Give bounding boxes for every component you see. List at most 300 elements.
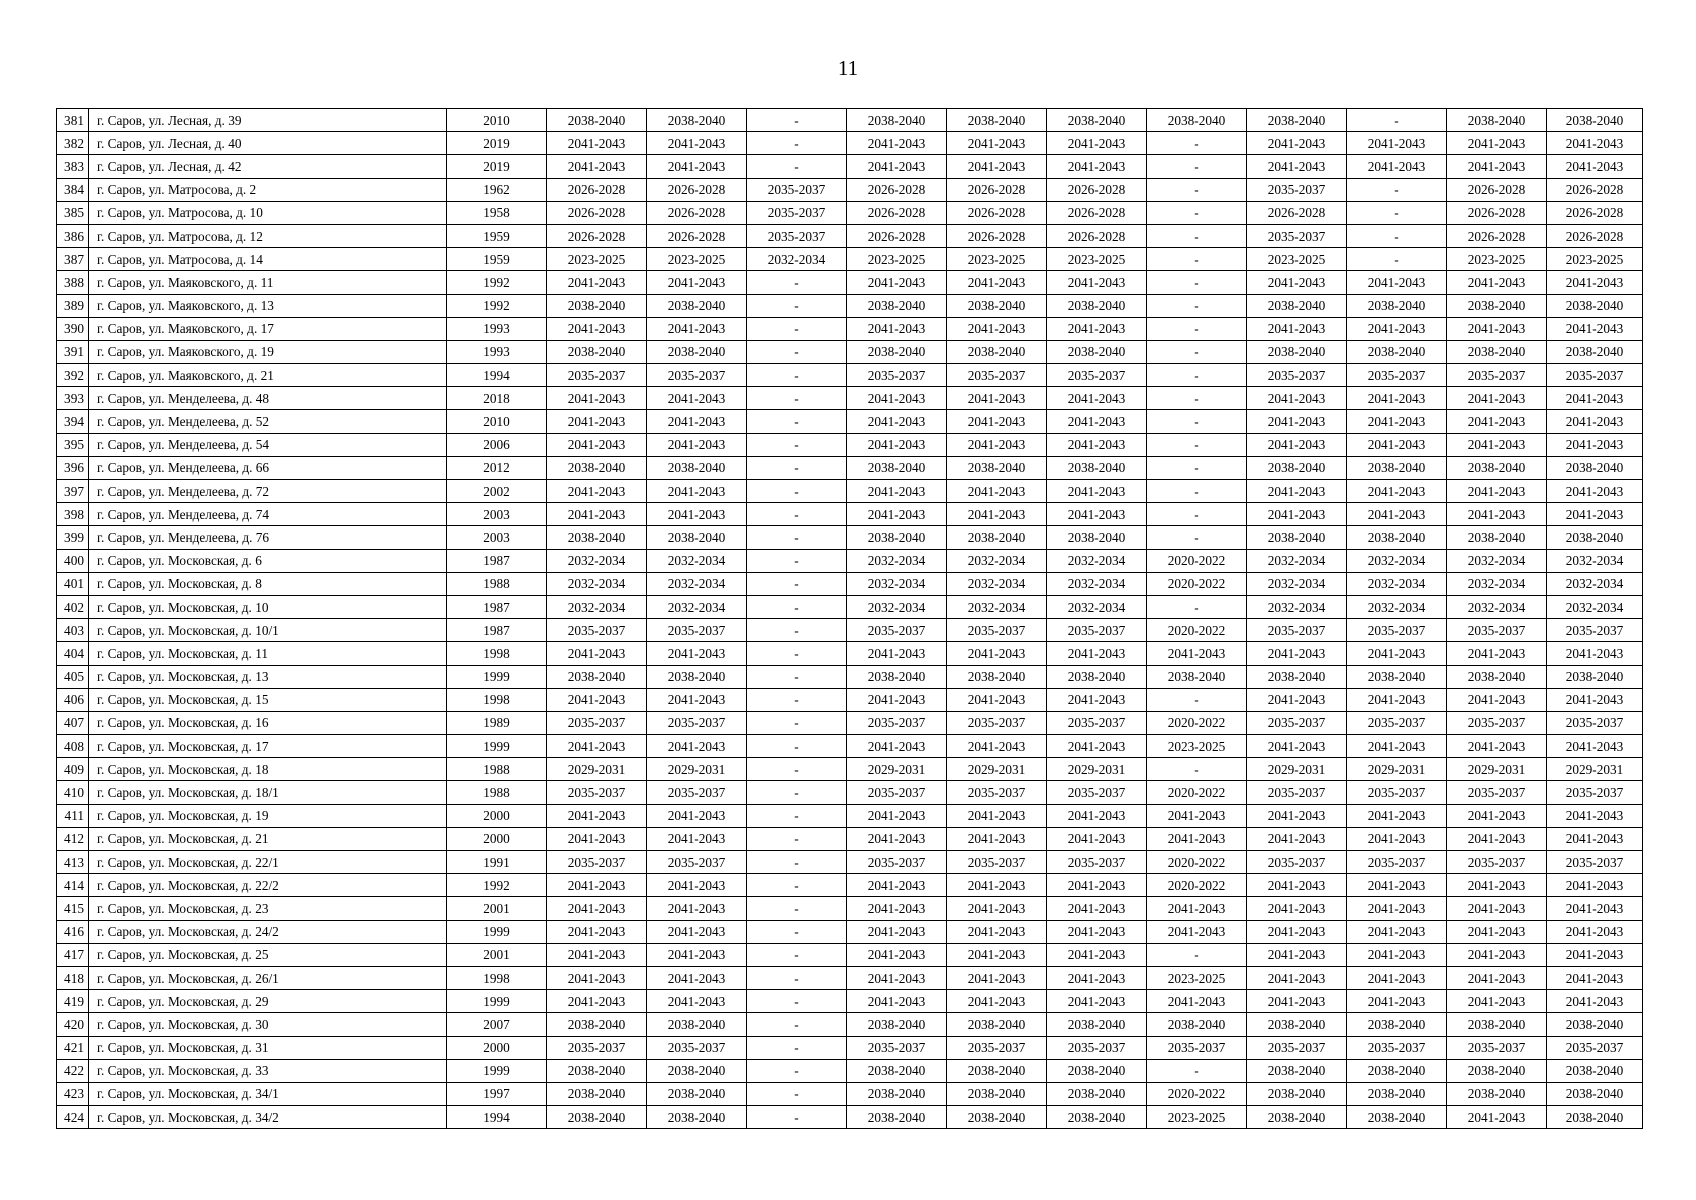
period-3-cell: -: [747, 572, 847, 595]
period-5-cell: 2041-2043: [947, 897, 1047, 920]
period-10-cell: 2035-2037: [1447, 851, 1547, 874]
year-built-cell: 1959: [447, 224, 547, 247]
period-11-cell: 2041-2043: [1547, 804, 1643, 827]
year-built-cell: 1988: [447, 781, 547, 804]
period-5-cell: 2041-2043: [947, 966, 1047, 989]
period-11-cell: 2023-2025: [1547, 248, 1643, 271]
table-row: [57, 966, 1643, 989]
period-11-cell: 2038-2040: [1547, 456, 1643, 479]
period-9-cell: 2041-2043: [1347, 966, 1447, 989]
period-9-cell: 2041-2043: [1347, 735, 1447, 758]
period-8-cell: 2041-2043: [1247, 480, 1347, 503]
period-2-cell: 2041-2043: [647, 642, 747, 665]
period-10-cell: 2041-2043: [1447, 735, 1547, 758]
period-1-cell: 2038-2040: [547, 340, 647, 363]
table-row: [57, 387, 1643, 410]
year-built-cell: 2019: [447, 155, 547, 178]
period-4-cell: 2038-2040: [847, 526, 947, 549]
period-5-cell: 2035-2037: [947, 1036, 1047, 1059]
address-cell: г. Саров, ул. Менделеева, д. 74: [89, 503, 447, 526]
row-number-cell: 422: [57, 1059, 89, 1082]
period-3-cell: -: [747, 851, 847, 874]
period-3-cell: -: [747, 271, 847, 294]
row-number-cell: 419: [57, 990, 89, 1013]
address-cell: г. Саров, ул. Московская, д. 22/1: [89, 851, 447, 874]
period-5-cell: 2038-2040: [947, 665, 1047, 688]
period-1-cell: 2035-2037: [547, 364, 647, 387]
row-number-cell: 394: [57, 410, 89, 433]
table-row: [57, 549, 1643, 572]
period-2-cell: 2041-2043: [647, 480, 747, 503]
period-6-cell: 2041-2043: [1047, 642, 1147, 665]
period-9-cell: 2041-2043: [1347, 804, 1447, 827]
period-3-cell: 2035-2037: [747, 201, 847, 224]
period-4-cell: 2041-2043: [847, 920, 947, 943]
period-9-cell: 2041-2043: [1347, 433, 1447, 456]
period-5-cell: 2032-2034: [947, 595, 1047, 618]
year-built-cell: 1987: [447, 549, 547, 572]
period-5-cell: 2041-2043: [947, 271, 1047, 294]
table-row: [57, 433, 1643, 456]
year-built-cell: 1993: [447, 340, 547, 363]
period-9-cell: 2038-2040: [1347, 1013, 1447, 1036]
period-4-cell: 2035-2037: [847, 364, 947, 387]
period-9-cell: 2038-2040: [1347, 1082, 1447, 1105]
period-3-cell: -: [747, 410, 847, 433]
period-7-cell: -: [1147, 433, 1247, 456]
address-cell: г. Саров, ул. Московская, д. 19: [89, 804, 447, 827]
period-1-cell: 2026-2028: [547, 201, 647, 224]
period-11-cell: 2041-2043: [1547, 387, 1643, 410]
table-row: [57, 1106, 1643, 1129]
row-number-cell: 408: [57, 735, 89, 758]
period-2-cell: 2026-2028: [647, 178, 747, 201]
period-5-cell: 2041-2043: [947, 317, 1047, 340]
period-1-cell: 2041-2043: [547, 943, 647, 966]
period-2-cell: 2038-2040: [647, 1059, 747, 1082]
address-cell: г. Саров, ул. Московская, д. 24/2: [89, 920, 447, 943]
row-number-cell: 385: [57, 201, 89, 224]
period-6-cell: 2041-2043: [1047, 804, 1147, 827]
period-6-cell: 2041-2043: [1047, 943, 1147, 966]
period-9-cell: 2041-2043: [1347, 155, 1447, 178]
period-6-cell: 2035-2037: [1047, 851, 1147, 874]
period-4-cell: 2041-2043: [847, 874, 947, 897]
period-6-cell: 2041-2043: [1047, 874, 1147, 897]
period-8-cell: 2032-2034: [1247, 595, 1347, 618]
period-4-cell: 2032-2034: [847, 549, 947, 572]
period-8-cell: 2035-2037: [1247, 364, 1347, 387]
period-10-cell: 2041-2043: [1447, 827, 1547, 850]
period-11-cell: 2035-2037: [1547, 1036, 1643, 1059]
address-cell: г. Саров, ул. Менделеева, д. 76: [89, 526, 447, 549]
row-number-cell: 387: [57, 248, 89, 271]
address-cell: г. Саров, ул. Московская, д. 11: [89, 642, 447, 665]
period-10-cell: 2041-2043: [1447, 132, 1547, 155]
period-9-cell: 2041-2043: [1347, 410, 1447, 433]
period-6-cell: 2026-2028: [1047, 201, 1147, 224]
row-number-cell: 384: [57, 178, 89, 201]
row-number-cell: 403: [57, 619, 89, 642]
period-7-cell: -: [1147, 317, 1247, 340]
period-4-cell: 2041-2043: [847, 827, 947, 850]
period-2-cell: 2032-2034: [647, 595, 747, 618]
period-3-cell: -: [747, 619, 847, 642]
period-7-cell: -: [1147, 758, 1247, 781]
period-4-cell: 2041-2043: [847, 804, 947, 827]
table-row: [57, 688, 1643, 711]
period-11-cell: 2038-2040: [1547, 526, 1643, 549]
year-built-cell: 1998: [447, 966, 547, 989]
year-built-cell: 1992: [447, 271, 547, 294]
address-cell: г. Саров, ул. Московская, д. 15: [89, 688, 447, 711]
period-9-cell: -: [1347, 109, 1447, 132]
period-11-cell: 2026-2028: [1547, 224, 1643, 247]
period-10-cell: 2038-2040: [1447, 665, 1547, 688]
period-11-cell: 2035-2037: [1547, 619, 1643, 642]
table-row: [57, 619, 1643, 642]
period-8-cell: 2041-2043: [1247, 735, 1347, 758]
period-3-cell: -: [747, 804, 847, 827]
address-cell: г. Саров, ул. Московская, д. 16: [89, 711, 447, 734]
period-11-cell: 2029-2031: [1547, 758, 1643, 781]
period-9-cell: 2038-2040: [1347, 1059, 1447, 1082]
row-number-cell: 400: [57, 549, 89, 572]
period-10-cell: 2041-2043: [1447, 317, 1547, 340]
table-row: [57, 340, 1643, 363]
row-number-cell: 421: [57, 1036, 89, 1059]
period-4-cell: 2032-2034: [847, 595, 947, 618]
table-row: [57, 248, 1643, 271]
period-11-cell: 2041-2043: [1547, 132, 1643, 155]
period-1-cell: 2041-2043: [547, 410, 647, 433]
row-number-cell: 406: [57, 688, 89, 711]
row-number-cell: 414: [57, 874, 89, 897]
period-5-cell: 2041-2043: [947, 433, 1047, 456]
period-7-cell: -: [1147, 387, 1247, 410]
address-cell: г. Саров, ул. Московская, д. 6: [89, 549, 447, 572]
period-5-cell: 2041-2043: [947, 804, 1047, 827]
period-3-cell: -: [747, 711, 847, 734]
period-11-cell: 2041-2043: [1547, 503, 1643, 526]
period-11-cell: 2038-2040: [1547, 1082, 1643, 1105]
period-9-cell: 2041-2043: [1347, 990, 1447, 1013]
period-7-cell: -: [1147, 294, 1247, 317]
year-built-cell: 1987: [447, 619, 547, 642]
period-10-cell: 2032-2034: [1447, 549, 1547, 572]
period-4-cell: 2038-2040: [847, 665, 947, 688]
row-number-cell: 397: [57, 480, 89, 503]
period-7-cell: -: [1147, 224, 1247, 247]
year-built-cell: 1992: [447, 294, 547, 317]
period-10-cell: 2041-2043: [1447, 804, 1547, 827]
year-built-cell: 2003: [447, 526, 547, 549]
address-cell: г. Саров, ул. Московская, д. 10/1: [89, 619, 447, 642]
period-8-cell: 2041-2043: [1247, 132, 1347, 155]
period-11-cell: 2041-2043: [1547, 966, 1643, 989]
address-cell: г. Саров, ул. Лесная, д. 42: [89, 155, 447, 178]
page-number: 11: [837, 56, 859, 80]
period-1-cell: 2041-2043: [547, 503, 647, 526]
period-1-cell: 2041-2043: [547, 642, 647, 665]
period-11-cell: 2038-2040: [1547, 665, 1643, 688]
period-2-cell: 2041-2043: [647, 410, 747, 433]
period-9-cell: 2041-2043: [1347, 897, 1447, 920]
period-9-cell: 2035-2037: [1347, 781, 1447, 804]
period-2-cell: 2041-2043: [647, 688, 747, 711]
period-10-cell: 2041-2043: [1447, 874, 1547, 897]
period-2-cell: 2041-2043: [647, 433, 747, 456]
period-10-cell: 2038-2040: [1447, 456, 1547, 479]
period-6-cell: 2041-2043: [1047, 410, 1147, 433]
period-3-cell: -: [747, 480, 847, 503]
period-10-cell: 2035-2037: [1447, 781, 1547, 804]
period-6-cell: 2032-2034: [1047, 549, 1147, 572]
period-8-cell: 2038-2040: [1247, 1059, 1347, 1082]
period-8-cell: 2041-2043: [1247, 804, 1347, 827]
period-10-cell: 2041-2043: [1447, 966, 1547, 989]
period-8-cell: 2041-2043: [1247, 943, 1347, 966]
period-8-cell: 2041-2043: [1247, 387, 1347, 410]
period-5-cell: 2038-2040: [947, 1059, 1047, 1082]
table-row: [57, 781, 1643, 804]
period-9-cell: 2038-2040: [1347, 294, 1447, 317]
period-10-cell: 2038-2040: [1447, 340, 1547, 363]
period-1-cell: 2035-2037: [547, 619, 647, 642]
period-3-cell: 2035-2037: [747, 224, 847, 247]
address-cell: г. Саров, ул. Московская, д. 34/2: [89, 1106, 447, 1129]
period-5-cell: 2041-2043: [947, 920, 1047, 943]
period-7-cell: -: [1147, 132, 1247, 155]
period-6-cell: 2026-2028: [1047, 178, 1147, 201]
period-10-cell: 2041-2043: [1447, 155, 1547, 178]
table-row: [57, 990, 1643, 1013]
year-built-cell: 1991: [447, 851, 547, 874]
address-cell: г. Саров, ул. Лесная, д. 40: [89, 132, 447, 155]
period-4-cell: 2041-2043: [847, 155, 947, 178]
table-row: [57, 132, 1643, 155]
period-7-cell: 2038-2040: [1147, 1013, 1247, 1036]
schedule-table: [56, 108, 1643, 1129]
period-9-cell: -: [1347, 224, 1447, 247]
period-7-cell: 2041-2043: [1147, 804, 1247, 827]
period-5-cell: 2023-2025: [947, 248, 1047, 271]
period-6-cell: 2038-2040: [1047, 109, 1147, 132]
table-row: [57, 224, 1643, 247]
period-2-cell: 2041-2043: [647, 804, 747, 827]
period-1-cell: 2038-2040: [547, 456, 647, 479]
table-row: [57, 271, 1643, 294]
period-7-cell: 2020-2022: [1147, 572, 1247, 595]
period-5-cell: 2038-2040: [947, 1106, 1047, 1129]
period-5-cell: 2032-2034: [947, 572, 1047, 595]
period-10-cell: 2035-2037: [1447, 1036, 1547, 1059]
address-cell: г. Саров, ул. Московская, д. 34/1: [89, 1082, 447, 1105]
table-row: [57, 480, 1643, 503]
year-built-cell: 1998: [447, 642, 547, 665]
period-7-cell: -: [1147, 271, 1247, 294]
period-6-cell: 2032-2034: [1047, 572, 1147, 595]
period-5-cell: 2038-2040: [947, 340, 1047, 363]
period-11-cell: 2041-2043: [1547, 897, 1643, 920]
period-2-cell: 2038-2040: [647, 109, 747, 132]
period-8-cell: 2041-2043: [1247, 503, 1347, 526]
period-9-cell: -: [1347, 201, 1447, 224]
table-row: [57, 920, 1643, 943]
table-row: [57, 711, 1643, 734]
table-row: [57, 735, 1643, 758]
period-5-cell: 2035-2037: [947, 851, 1047, 874]
period-2-cell: 2041-2043: [647, 503, 747, 526]
period-4-cell: 2026-2028: [847, 201, 947, 224]
row-number-cell: 390: [57, 317, 89, 340]
period-2-cell: 2041-2043: [647, 735, 747, 758]
period-2-cell: 2035-2037: [647, 364, 747, 387]
period-3-cell: -: [747, 387, 847, 410]
period-5-cell: 2038-2040: [947, 1082, 1047, 1105]
address-cell: г. Саров, ул. Московская, д. 33: [89, 1059, 447, 1082]
period-6-cell: 2041-2043: [1047, 480, 1147, 503]
period-5-cell: 2026-2028: [947, 178, 1047, 201]
table-row: [57, 178, 1643, 201]
period-2-cell: 2035-2037: [647, 851, 747, 874]
row-number-cell: 424: [57, 1106, 89, 1129]
period-11-cell: 2041-2043: [1547, 874, 1643, 897]
period-8-cell: 2038-2040: [1247, 665, 1347, 688]
address-cell: г. Саров, ул. Лесная, д. 39: [89, 109, 447, 132]
period-2-cell: 2041-2043: [647, 387, 747, 410]
year-built-cell: 1988: [447, 758, 547, 781]
period-6-cell: 2038-2040: [1047, 456, 1147, 479]
period-3-cell: -: [747, 990, 847, 1013]
period-11-cell: 2038-2040: [1547, 1013, 1643, 1036]
row-number-cell: 396: [57, 456, 89, 479]
period-1-cell: 2041-2043: [547, 688, 647, 711]
period-5-cell: 2035-2037: [947, 619, 1047, 642]
period-1-cell: 2035-2037: [547, 711, 647, 734]
period-11-cell: 2041-2043: [1547, 990, 1643, 1013]
address-cell: г. Саров, ул. Маяковского, д. 19: [89, 340, 447, 363]
period-8-cell: 2035-2037: [1247, 619, 1347, 642]
period-1-cell: 2038-2040: [547, 1106, 647, 1129]
period-11-cell: 2035-2037: [1547, 364, 1643, 387]
period-6-cell: 2038-2040: [1047, 665, 1147, 688]
table-row: [57, 109, 1643, 132]
address-cell: г. Саров, ул. Матросова, д. 14: [89, 248, 447, 271]
period-7-cell: 2035-2037: [1147, 1036, 1247, 1059]
year-built-cell: 1994: [447, 1106, 547, 1129]
row-number-cell: 413: [57, 851, 89, 874]
year-built-cell: 1994: [447, 364, 547, 387]
period-7-cell: 2020-2022: [1147, 619, 1247, 642]
period-4-cell: 2038-2040: [847, 1059, 947, 1082]
period-4-cell: 2041-2043: [847, 897, 947, 920]
row-number-cell: 399: [57, 526, 89, 549]
period-5-cell: 2029-2031: [947, 758, 1047, 781]
period-3-cell: -: [747, 526, 847, 549]
period-9-cell: 2038-2040: [1347, 665, 1447, 688]
period-2-cell: 2023-2025: [647, 248, 747, 271]
period-7-cell: 2020-2022: [1147, 781, 1247, 804]
year-built-cell: 1959: [447, 248, 547, 271]
period-1-cell: 2038-2040: [547, 665, 647, 688]
period-1-cell: 2038-2040: [547, 1013, 647, 1036]
period-4-cell: 2041-2043: [847, 688, 947, 711]
period-8-cell: 2041-2043: [1247, 897, 1347, 920]
period-11-cell: 2041-2043: [1547, 433, 1643, 456]
period-5-cell: 2041-2043: [947, 943, 1047, 966]
period-3-cell: -: [747, 920, 847, 943]
period-1-cell: 2029-2031: [547, 758, 647, 781]
period-5-cell: 2041-2043: [947, 642, 1047, 665]
period-11-cell: 2041-2043: [1547, 271, 1643, 294]
period-5-cell: 2026-2028: [947, 201, 1047, 224]
period-1-cell: 2041-2043: [547, 874, 647, 897]
period-2-cell: 2041-2043: [647, 827, 747, 850]
period-4-cell: 2041-2043: [847, 317, 947, 340]
table-row: [57, 294, 1643, 317]
period-8-cell: 2038-2040: [1247, 456, 1347, 479]
period-8-cell: 2035-2037: [1247, 851, 1347, 874]
row-number-cell: 407: [57, 711, 89, 734]
address-cell: г. Саров, ул. Московская, д. 26/1: [89, 966, 447, 989]
period-6-cell: 2023-2025: [1047, 248, 1147, 271]
period-1-cell: 2041-2043: [547, 387, 647, 410]
address-cell: г. Саров, ул. Менделеева, д. 72: [89, 480, 447, 503]
period-2-cell: 2026-2028: [647, 201, 747, 224]
period-11-cell: 2026-2028: [1547, 178, 1643, 201]
address-cell: г. Саров, ул. Матросова, д. 10: [89, 201, 447, 224]
period-11-cell: 2041-2043: [1547, 943, 1643, 966]
period-2-cell: 2041-2043: [647, 920, 747, 943]
row-number-cell: 391: [57, 340, 89, 363]
period-4-cell: 2038-2040: [847, 294, 947, 317]
period-3-cell: -: [747, 642, 847, 665]
period-4-cell: 2041-2043: [847, 735, 947, 758]
period-4-cell: 2029-2031: [847, 758, 947, 781]
period-8-cell: 2041-2043: [1247, 688, 1347, 711]
period-7-cell: -: [1147, 201, 1247, 224]
period-8-cell: 2041-2043: [1247, 874, 1347, 897]
period-6-cell: 2041-2043: [1047, 317, 1147, 340]
period-3-cell: -: [747, 132, 847, 155]
period-11-cell: 2041-2043: [1547, 688, 1643, 711]
year-built-cell: 2019: [447, 132, 547, 155]
period-10-cell: 2038-2040: [1447, 526, 1547, 549]
period-5-cell: 2041-2043: [947, 387, 1047, 410]
period-6-cell: 2035-2037: [1047, 711, 1147, 734]
period-3-cell: -: [747, 966, 847, 989]
period-9-cell: 2041-2043: [1347, 642, 1447, 665]
period-6-cell: 2041-2043: [1047, 897, 1147, 920]
period-2-cell: 2041-2043: [647, 155, 747, 178]
row-number-cell: 386: [57, 224, 89, 247]
period-4-cell: 2041-2043: [847, 966, 947, 989]
period-8-cell: 2035-2037: [1247, 781, 1347, 804]
period-10-cell: 2041-2043: [1447, 897, 1547, 920]
table-row: [57, 1082, 1643, 1105]
period-7-cell: -: [1147, 526, 1247, 549]
period-5-cell: 2038-2040: [947, 109, 1047, 132]
row-number-cell: 393: [57, 387, 89, 410]
period-7-cell: 2038-2040: [1147, 665, 1247, 688]
period-2-cell: 2038-2040: [647, 340, 747, 363]
year-built-cell: 2001: [447, 897, 547, 920]
table-row: [57, 526, 1643, 549]
period-2-cell: 2041-2043: [647, 317, 747, 340]
row-number-cell: 420: [57, 1013, 89, 1036]
period-7-cell: 2041-2043: [1147, 642, 1247, 665]
